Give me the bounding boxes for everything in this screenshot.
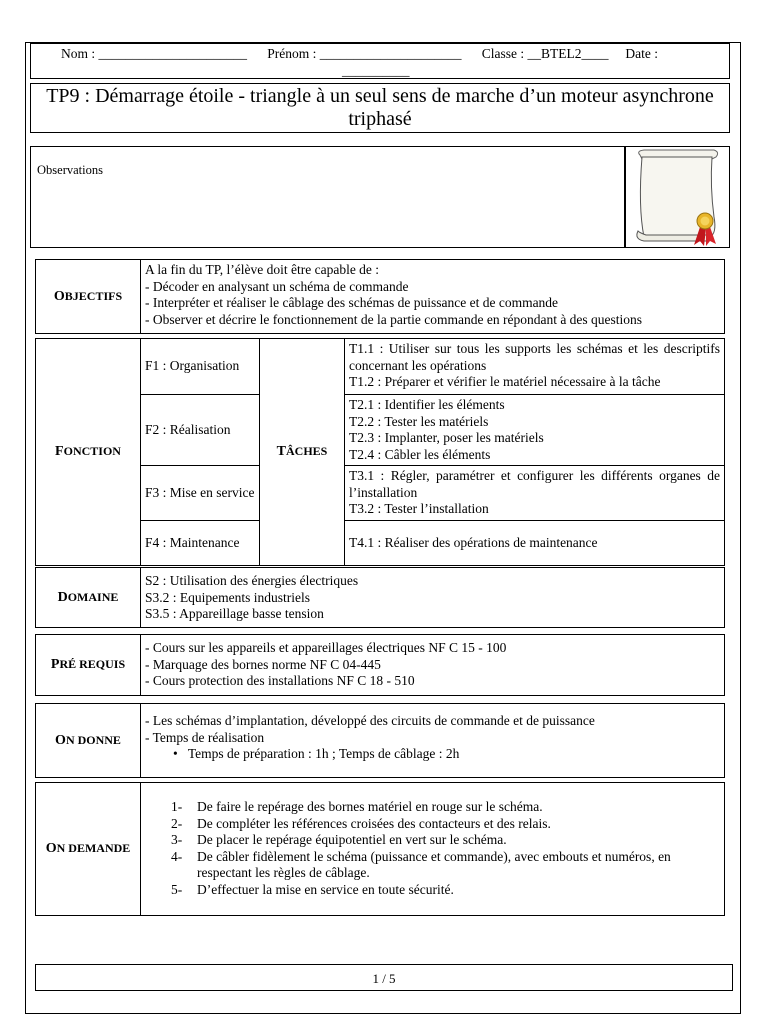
classe-field[interactable]: __BTEL2____ xyxy=(527,46,609,61)
observations-label: Observations xyxy=(37,163,103,177)
objectifs-line: - Interpréter et réaliser le câblage des schémas de puissance et de commande xyxy=(145,295,559,310)
scroll-ribbon-icon xyxy=(626,147,729,247)
list-item: 2- De compléter les références croisées des contacteurs et des relais. xyxy=(171,815,551,831)
function-f1: F1 : Organisation xyxy=(141,339,260,395)
list-item: 4- De câbler fidèlement le schéma (puissance et commande), avec embouts et numéros, en respectant les règles de câblage. xyxy=(171,848,671,880)
prenom-field[interactable]: _____________________ xyxy=(319,46,462,61)
objectifs-table xyxy=(35,259,725,334)
prerequis-label: PRÉ REQUIS xyxy=(36,635,141,696)
nom-field[interactable]: ______________________ xyxy=(98,46,248,61)
prerequis-table xyxy=(35,634,725,696)
classe-label: Classe : xyxy=(481,46,528,61)
tasks-t3: T3.1 : Régler, paramétrer et configurer les différents organes de l’installation T3.2 : Tester l’installation xyxy=(345,466,725,521)
domaine-label: DOMAINE xyxy=(36,568,141,628)
tasks-t1: T1.1 : Utiliser sur tous les supports les schémas et les descriptifs concernant les opérations T1.2 : Préparer et vérifier le matériel nécessaire à la tâche xyxy=(345,339,725,395)
tasks-t2: T2.1 : Identifier les éléments T2.2 : Tester les matériels T2.3 : Implanter, poser les matériels T2.4 : Câbler les éléments xyxy=(345,395,725,466)
objectifs-label: OBJECTIFS xyxy=(36,260,141,334)
observations-box[interactable] xyxy=(30,146,625,248)
bullet-icon: • xyxy=(173,746,178,761)
function-f4: F4 : Maintenance xyxy=(141,521,260,566)
student-info-header xyxy=(30,43,730,79)
fonction-label: FONCTION xyxy=(36,339,141,566)
ondemande-label: ON DEMANDE xyxy=(36,783,141,916)
list-item: 1- De faire le repérage des bornes matériel en rouge sur le schéma. xyxy=(171,799,543,814)
ondonne-label: ON DONNE xyxy=(36,704,141,778)
objectifs-content xyxy=(141,260,725,334)
page-number: 1 / 5 xyxy=(35,964,733,991)
ondonne-table xyxy=(35,703,725,778)
function-f3: F3 : Mise en service xyxy=(141,466,260,521)
ondemande-content xyxy=(141,783,725,916)
objectifs-line: - Observer et décrire le fonctionnement de la partie commande en répondant à des questions xyxy=(145,311,643,327)
taches-label: TÂCHES xyxy=(260,339,345,566)
ondonne-content: - Les schémas d’implantation, développé des circuits de commande et de puissance - Temps de réalisation • Temps de préparation : 1h ; Temps de câblage : 2h xyxy=(141,704,725,778)
date-field[interactable]: __________ xyxy=(342,63,410,78)
domaine-table xyxy=(35,567,725,628)
tasks-t4: T4.1 : Réaliser des opérations de maintenance xyxy=(345,521,725,566)
function-f2: F2 : Réalisation xyxy=(141,395,260,466)
nom-label: Nom : xyxy=(61,46,99,61)
date-label: Date : xyxy=(625,46,659,61)
prenom-label: Prénom : xyxy=(267,46,320,61)
fonction-table xyxy=(35,338,725,566)
objectifs-line: - Décoder en analysant un schéma de commande xyxy=(145,278,409,294)
ondemande-table xyxy=(35,782,725,916)
prerequis-content: - Cours sur les appareils et appareillages électriques NF C 15 - 100 - Marquage des bornes norme NF C 04-445 - Cours protection des installations NF C 18 - 510 xyxy=(141,635,725,696)
diploma-scroll-icon xyxy=(625,146,730,248)
list-item: 5- D’effectuer la mise en service en toute sécurité. xyxy=(171,881,454,897)
ondonne-bullet: • Temps de préparation : 1h ; Temps de câblage : 2h xyxy=(173,746,460,761)
domaine-content: S2 : Utilisation des énergies électriques S3.2 : Equipements industriels S3.5 : Appareillage basse tension xyxy=(141,568,725,628)
list-item: 3- De placer le repérage équipotentiel en vert sur le schéma. xyxy=(171,832,507,847)
objectifs-line: A la fin du TP, l’élève doit être capable de : xyxy=(145,262,380,277)
page-title: TP9 : Démarrage étoile - triangle à un seul sens de marche d’un moteur asynchrone triphasé xyxy=(30,83,730,133)
